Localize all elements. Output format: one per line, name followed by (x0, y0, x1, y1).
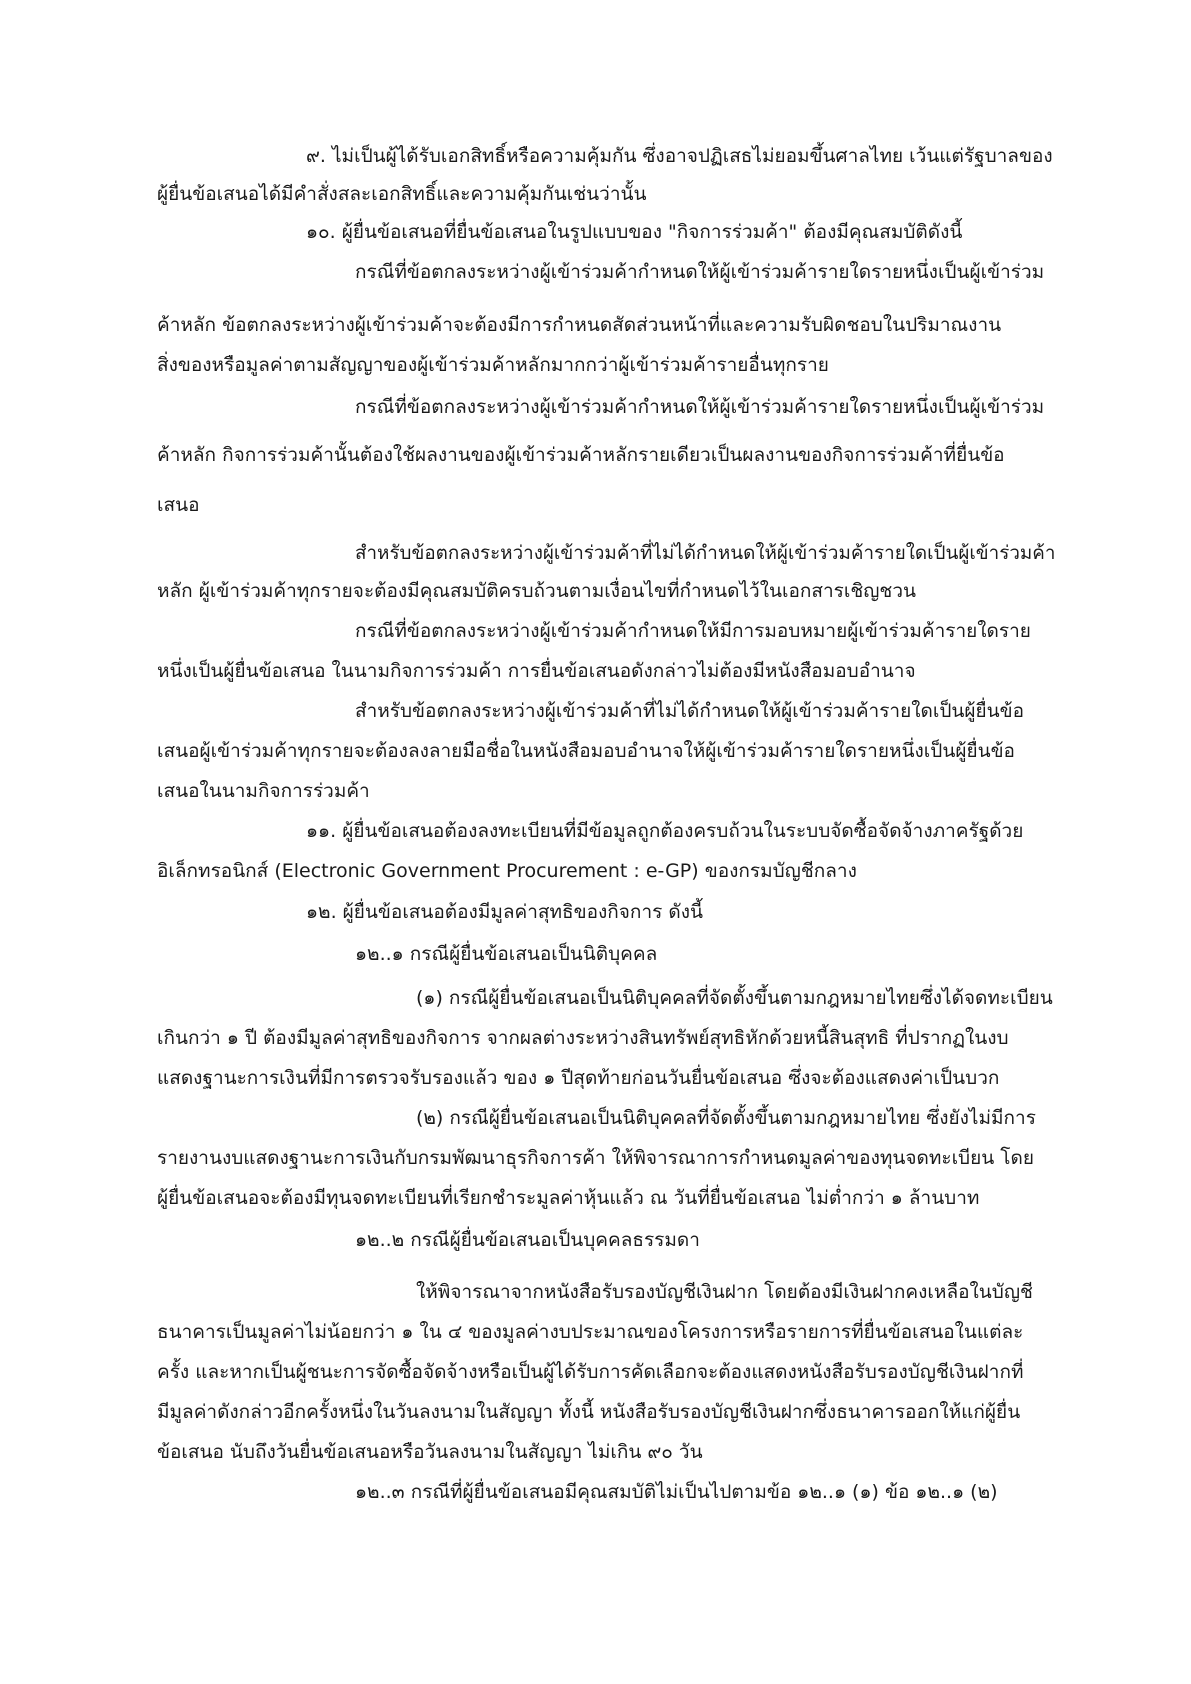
text-line: ครั้ง และหากเป็นผู้ชนะการจัดซื้อจัดจ้างหรือเป็นผู้ได้รับการคัดเลือกจะต้องแสดงหนังสือรับรองบัญชีเงินฝากที่ (157, 1361, 1024, 1383)
text-line: เสนอผู้เข้าร่วมค้าทุกรายจะต้องลงลายมือชื่อในหนังสือมอบอำนาจให้ผู้เข้าร่วมค้ารายใดรายหนึ่งเป็นผู้ยื่นข้อ (157, 740, 1015, 762)
text-line: สำหรับข้อตกลงระหว่างผู้เข้าร่วมค้าที่ไม่ได้กำหนดให้ผู้เข้าร่วมค้ารายใดเป็นผู้เข้าร่วมค้า (355, 542, 1056, 564)
text-line: ค้าหลัก กิจการร่วมค้านั้นต้องใช้ผลงานของผู้เข้าร่วมค้าหลักรายเดียวเป็นผลงานของกิจการร่วมค้าที่ยื่นข้อ (157, 444, 1005, 466)
text-line: ผู้ยื่นข้อเสนอจะต้องมีทุนจดทะเบียนที่เรียกชำระมูลค่าหุ้นแล้ว ณ วันที่ยื่นข้อเสนอ ไม่ต่ำกว่า ๑ ล้านบาท (157, 1187, 980, 1209)
text-line: ๑๒..๒ กรณีผู้ยื่นข้อเสนอเป็นบุคคลธรรมดา (355, 1229, 700, 1251)
text-line: กรณีที่ข้อตกลงระหว่างผู้เข้าร่วมค้ากำหนดให้ผู้เข้าร่วมค้ารายใดรายหนึ่งเป็นผู้เข้าร่วม (355, 261, 1045, 283)
text-line: ๑๐. ผู้ยื่นข้อเสนอที่ยื่นข้อเสนอในรูปแบบของ "กิจการร่วมค้า" ต้องมีคุณสมบัติดังนี้ (306, 221, 963, 243)
text-line: หลัก ผู้เข้าร่วมค้าทุกรายจะต้องมีคุณสมบัติครบถ้วนตามเงื่อนไขที่กำหนดไว้ในเอกสารเชิญชวน (157, 580, 916, 602)
text-line: สิ่งของหรือมูลค่าตามสัญญาของผู้เข้าร่วมค้าหลักมากกว่าผู้เข้าร่วมค้ารายอื่นทุกราย (157, 354, 829, 376)
text-line: ธนาคารเป็นมูลค่าไม่น้อยกว่า ๑ ใน ๔ ของมูลค่างบประมาณของโครงการหรือรายการที่ยื่นข้อเสนอในแต่ละ (157, 1321, 1024, 1343)
text-line: ผู้ยื่นข้อเสนอได้มีคำสั่งสละเอกสิทธิ์และความคุ้มกันเช่นว่านั้น (157, 183, 647, 205)
text-line: ๙. ไม่เป็นผู้ได้รับเอกสิทธิ์หรือความคุ้มกัน ซึ่งอาจปฏิเสธไม่ยอมขึ้นศาลไทย เว้นแต่รัฐบาลของ (306, 145, 1053, 167)
text-line: (๑) กรณีผู้ยื่นข้อเสนอเป็นนิติบุคคลที่จัดตั้งขึ้นตามกฎหมายไทยซึ่งได้จดทะเบียน (416, 987, 1053, 1009)
text-line: แสดงฐานะการเงินที่มีการตรวจรับรองแล้ว ของ ๑ ปีสุดท้ายก่อนวันยื่นข้อเสนอ ซึ่งจะต้องแสดงค่าเป็นบวก (157, 1067, 1000, 1089)
text-line: (๒) กรณีผู้ยื่นข้อเสนอเป็นนิติบุคคลที่จัดตั้งขึ้นตามกฎหมายไทย ซึ่งยังไม่มีการ (416, 1107, 1036, 1129)
text-line: ๑๒..๑ กรณีผู้ยื่นข้อเสนอเป็นนิติบุคคล (355, 943, 658, 965)
text-line: อิเล็กทรอนิกส์ (Electronic Government Procurement : e-GP) ของกรมบัญชีกลาง (157, 860, 857, 882)
text-line: เกินกว่า ๑ ปี ต้องมีมูลค่าสุทธิของกิจการ จากผลต่างระหว่างสินทรัพย์สุทธิหักด้วยหนี้สินสุทธิ ที่ปรากฏในงบ (157, 1027, 1009, 1049)
text-line: ๑๒. ผู้ยื่นข้อเสนอต้องมีมูลค่าสุทธิของกิจการ ดังนี้ (306, 901, 703, 923)
text-line: สำหรับข้อตกลงระหว่างผู้เข้าร่วมค้าที่ไม่ได้กำหนดให้ผู้เข้าร่วมค้ารายใดเป็นผู้ยื่นข้อ (355, 700, 1025, 722)
text-line: เสนอ (157, 494, 200, 516)
text-line: กรณีที่ข้อตกลงระหว่างผู้เข้าร่วมค้ากำหนดให้ผู้เข้าร่วมค้ารายใดรายหนึ่งเป็นผู้เข้าร่วม (355, 396, 1045, 418)
text-line: รายงานงบแสดงฐานะการเงินกับกรมพัฒนาธุรกิจการค้า ให้พิจารณาการกำหนดมูลค่าของทุนจดทะเบียน โดย (157, 1147, 1034, 1169)
text-line: ๑๒..๓ กรณีที่ผู้ยื่นข้อเสนอมีคุณสมบัติไม่เป็นไปตามข้อ ๑๒..๑ (๑) ข้อ ๑๒..๑ (๒) (355, 1481, 998, 1503)
text-line: มีมูลค่าดังกล่าวอีกครั้งหนึ่งในวันลงนามในสัญญา ทั้งนี้ หนังสือรับรองบัญชีเงินฝากซึ่งธนาคารออกให้แก่ผู้ยื่น (157, 1401, 1021, 1423)
text-line: ค้าหลัก ข้อตกลงระหว่างผู้เข้าร่วมค้าจะต้องมีการกำหนดสัดส่วนหน้าที่และความรับผิดชอบในปริมาณงาน (157, 314, 1002, 336)
text-line: ๑๑. ผู้ยื่นข้อเสนอต้องลงทะเบียนที่มีข้อมูลถูกต้องครบถ้วนในระบบจัดซื้อจัดจ้างภาครัฐด้วย (306, 820, 1024, 842)
text-line: กรณีที่ข้อตกลงระหว่างผู้เข้าร่วมค้ากำหนดให้มีการมอบหมายผู้เข้าร่วมค้ารายใดราย (355, 620, 1031, 642)
text-line: เสนอในนามกิจการร่วมค้า (157, 780, 370, 802)
text-line: หนึ่งเป็นผู้ยื่นข้อเสนอ ในนามกิจการร่วมค้า การยื่นข้อเสนอดังกล่าวไม่ต้องมีหนังสือมอบอำนาจ (157, 660, 916, 682)
text-line: ข้อเสนอ นับถึงวันยื่นข้อเสนอหรือวันลงนามในสัญญา ไม่เกิน ๙๐ วัน (157, 1441, 703, 1463)
text-line: ให้พิจารณาจากหนังสือรับรองบัญชีเงินฝาก โดยต้องมีเงินฝากคงเหลือในบัญชี (416, 1281, 1033, 1303)
